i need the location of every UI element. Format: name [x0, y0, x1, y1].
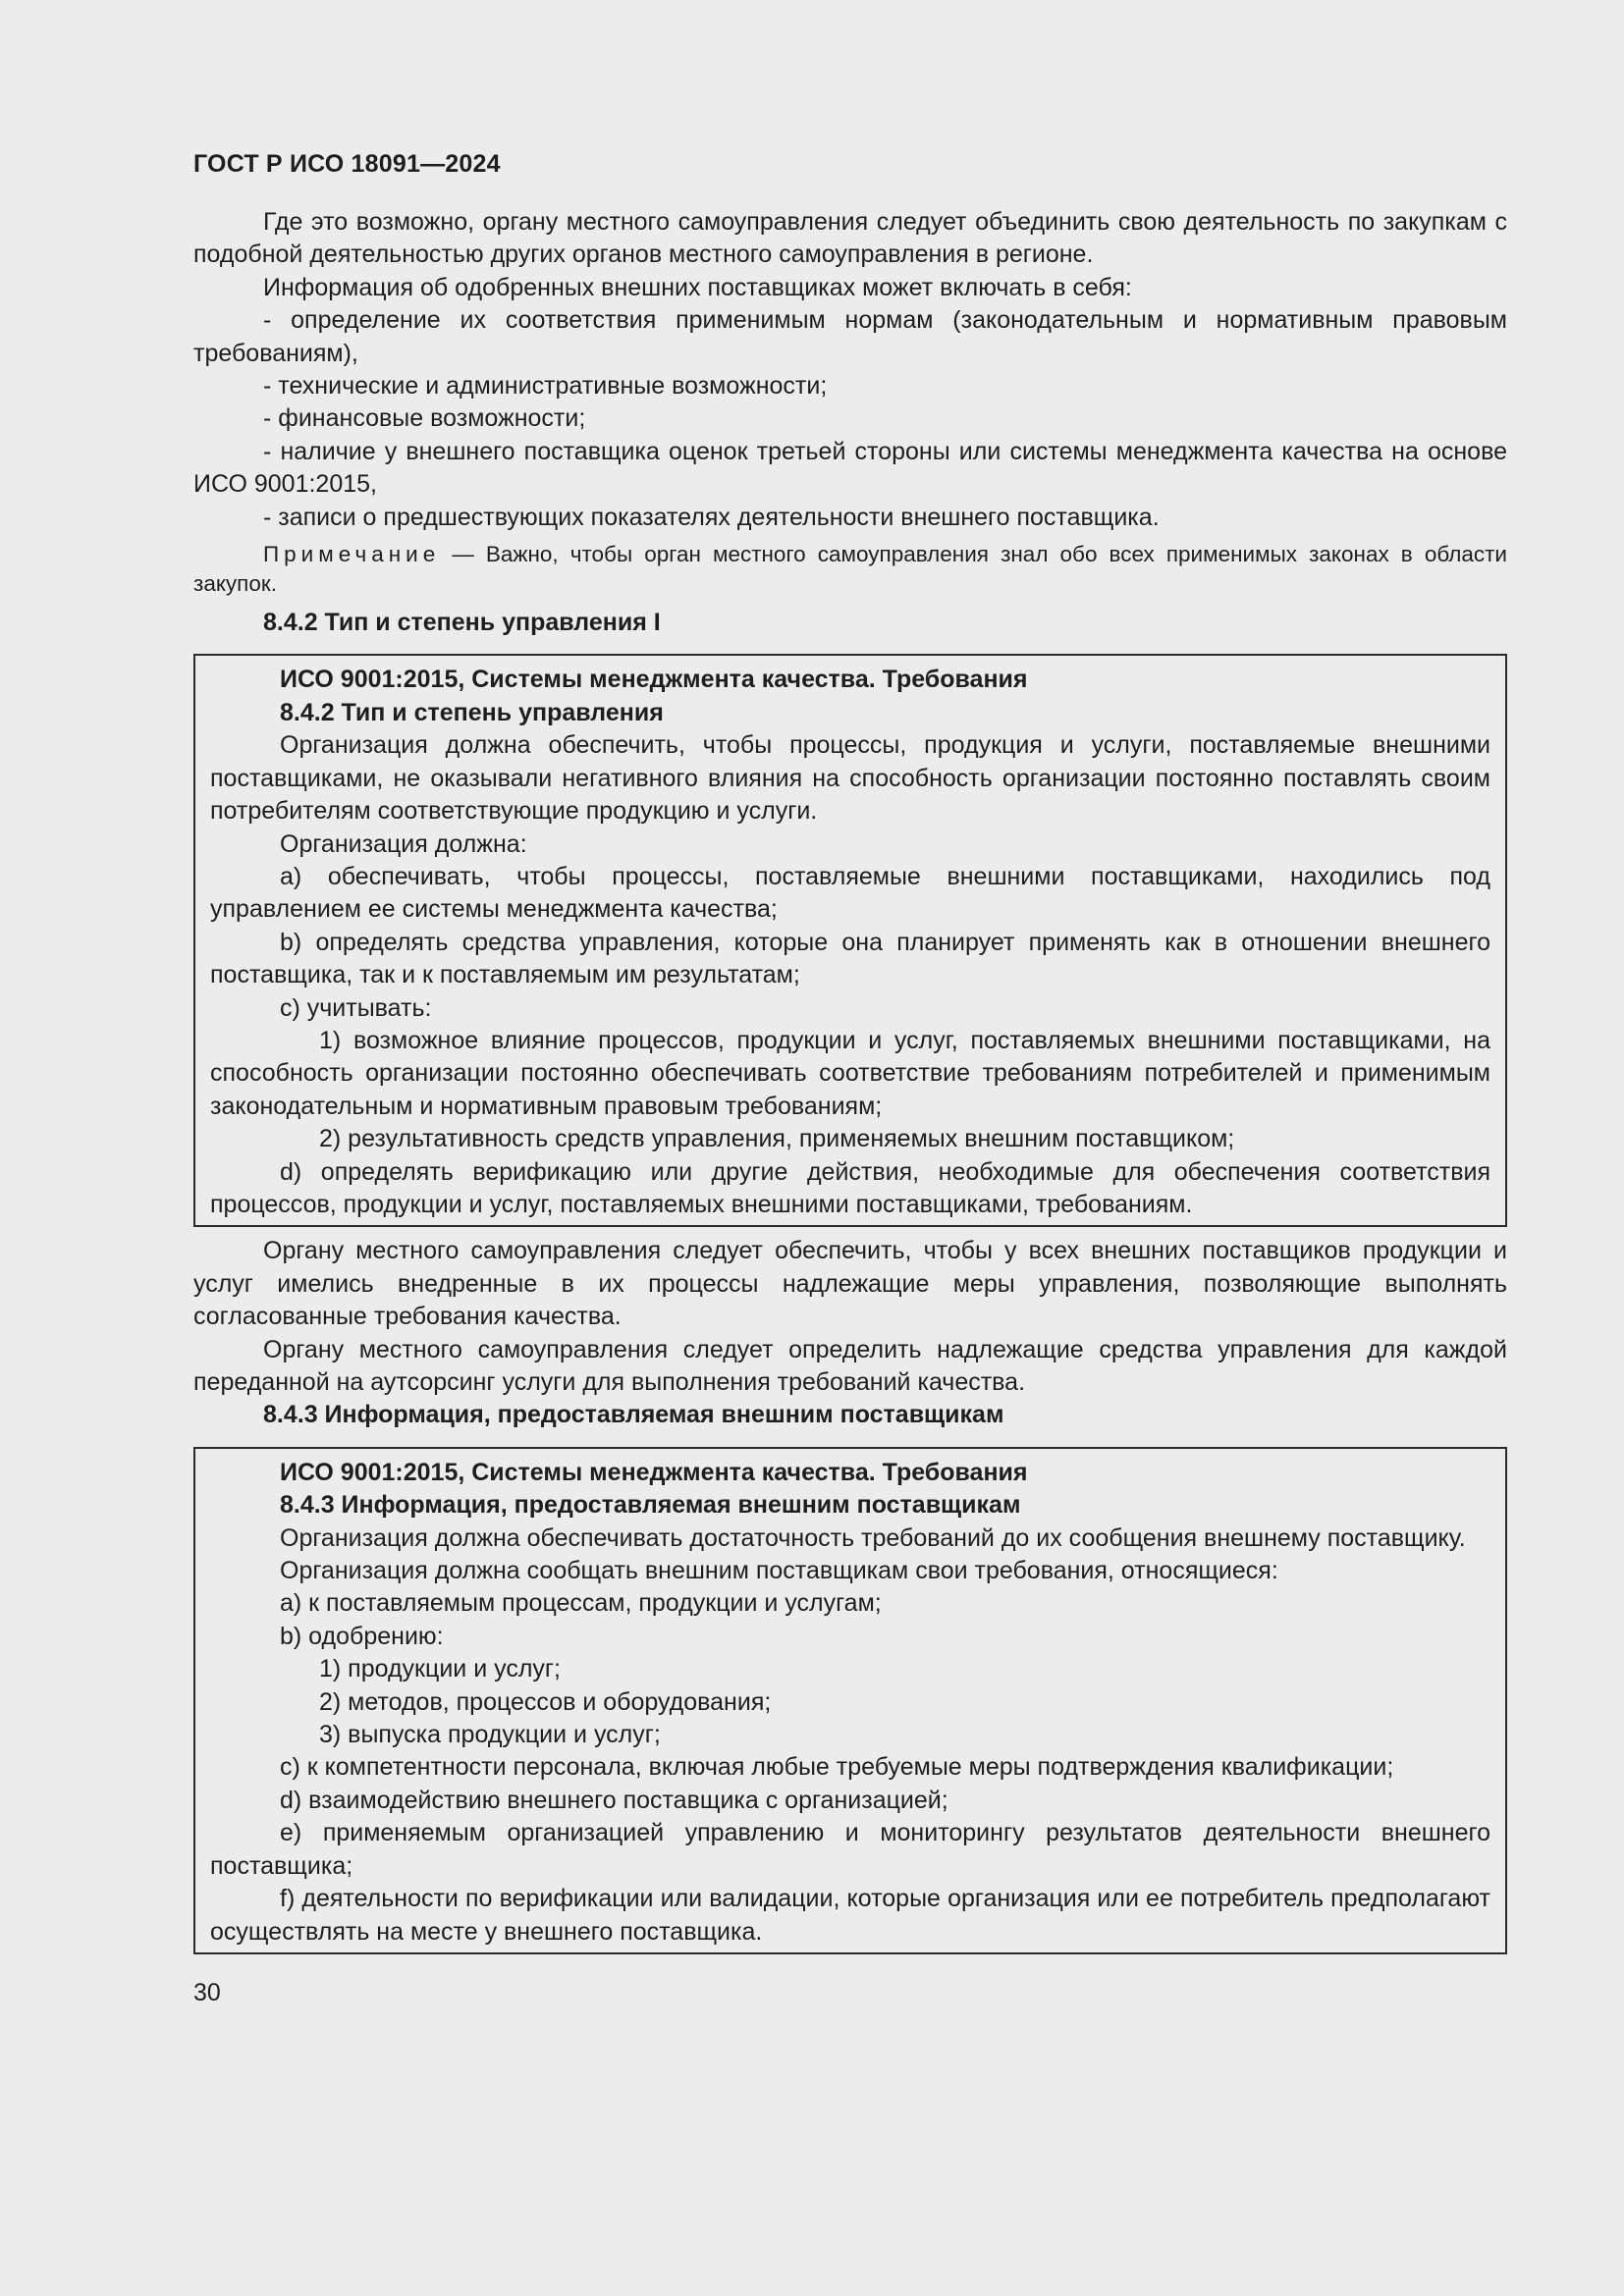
paragraph: Организация должна обеспечивать достаточность требований до их сообщения внешнему поставщику.	[280, 1523, 1466, 1552]
box-title: ИСО 9001:2015, Системы менеджмента качества. Требования	[280, 1458, 1028, 1486]
page-number: 30	[193, 1978, 221, 2006]
paragraph: Органу местного самоуправления следует обеспечить, чтобы у всех внешних поставщиков продукции и услуг имелись внедренные в их процессы надлежащие меры управления, позволяющие выполнять согласованные требования качества.	[193, 1237, 1507, 1331]
list-item: f) деятельности по верификации или валидации, которые организация или ее потребитель предполагают осуществлять на месте у внешнего поставщика.	[210, 1885, 1490, 1946]
list-item: b) одобрению:	[280, 1622, 444, 1650]
section-heading: 8.4.2 Тип и степень управления I	[263, 609, 661, 637]
list-item: - технические и административные возможности;	[263, 372, 828, 400]
list-item: c) учитывать:	[280, 993, 432, 1022]
box-subtitle: 8.4.2 Тип и степень управления	[280, 698, 664, 726]
box-title: ИСО 9001:2015, Системы менеджмента качества. Требования	[280, 666, 1028, 694]
list-item: 1) возможное влияние процессов, продукции и услуг, поставляемых внешними поставщиками, на способность организации постоянно обеспечивать соответствие требованиям потребителей и применимым законодательным и нормативным правовым требованиям;	[210, 1026, 1490, 1120]
list-item: c) к компетентности персонала, включая любые требуемые меры подтверждения квалификации;	[280, 1753, 1394, 1782]
list-item: 2) методов, процессов и оборудования;	[319, 1687, 772, 1716]
paragraph: Где это возможно, органу местного самоуправления следует объединить свою деятельность по закупкам с подобной деятельностью других органов местного самоуправления в регионе.	[193, 208, 1507, 269]
document-page	[193, 147, 1507, 2009]
note	[193, 540, 1507, 599]
list-item: 2) результативность средств управления, применяемых внешним поставщиком;	[319, 1125, 1235, 1153]
quote-box-iso-842	[193, 654, 1507, 1227]
list-item: 1) продукции и услуг;	[319, 1655, 561, 1683]
document-header: ГОСТ Р ИСО 18091—2024	[193, 150, 501, 178]
paragraph: Организация должна сообщать внешним поставщикам свои требования, относящиеся:	[280, 1557, 1278, 1585]
note-text: — Важно, чтобы орган местного самоуправления знал обо всех применимых законах в области закупок.	[193, 542, 1507, 597]
paragraph: Организация должна:	[280, 829, 527, 858]
note-label: Примечание	[263, 542, 441, 567]
quote-box-iso-843	[193, 1447, 1507, 1954]
paragraph: Информация об одобренных внешних поставщиках может включать в себя:	[263, 273, 1132, 301]
box-subtitle: 8.4.3 Информация, предоставляемая внешним поставщикам	[280, 1491, 1021, 1520]
list-item: - определение их соответствия применимым нормам (законодательным и нормативным правовым требованиям),	[193, 306, 1507, 367]
list-item: a) к поставляемым процессам, продукции и услугам;	[280, 1589, 882, 1618]
list-item: d) определять верификацию или другие действия, необходимые для обеспечения соответствия процессов, продукции и услуг, поставляемых внешними поставщиками, требованиям.	[210, 1157, 1490, 1218]
section-heading: 8.4.3 Информация, предоставляемая внешним поставщикам	[263, 1401, 1004, 1429]
list-item: 3) выпуска продукции и услуг;	[319, 1721, 661, 1749]
paragraph: Органу местного самоуправления следует определить надлежащие средства управления для каждой переданной на аутсорсинг услуги для выполнения требований качества.	[193, 1335, 1507, 1396]
list-item: - наличие у внешнего поставщика оценок третьей стороны или системы менеджмента качества на основе ИСО 9001:2015,	[193, 437, 1507, 499]
list-item: b) определять средства управления, которые она планирует применять как в отношении внешнего поставщика, так и к поставляемым им результатам;	[210, 928, 1490, 989]
list-item: - финансовые возможности;	[263, 404, 586, 433]
list-item: a) обеспечивать, чтобы процессы, поставляемые внешними поставщиками, находились под управлением ее системы менеджмента качества;	[210, 862, 1490, 924]
list-item: d) взаимодействию внешнего поставщика с организацией;	[280, 1786, 948, 1814]
list-item: e) применяемым организацией управлению и мониторингу результатов деятельности внешнего поставщика;	[210, 1819, 1490, 1880]
paragraph: Организация должна обеспечить, чтобы процессы, продукция и услуги, поставляемые внешними поставщиками, не оказывали негативного влияния на способность организации постоянно поставлять своим потребителям соответствующие продукцию и услуги.	[210, 731, 1490, 826]
list-item: - записи о предшествующих показателях деятельности внешнего поставщика.	[263, 503, 1160, 531]
